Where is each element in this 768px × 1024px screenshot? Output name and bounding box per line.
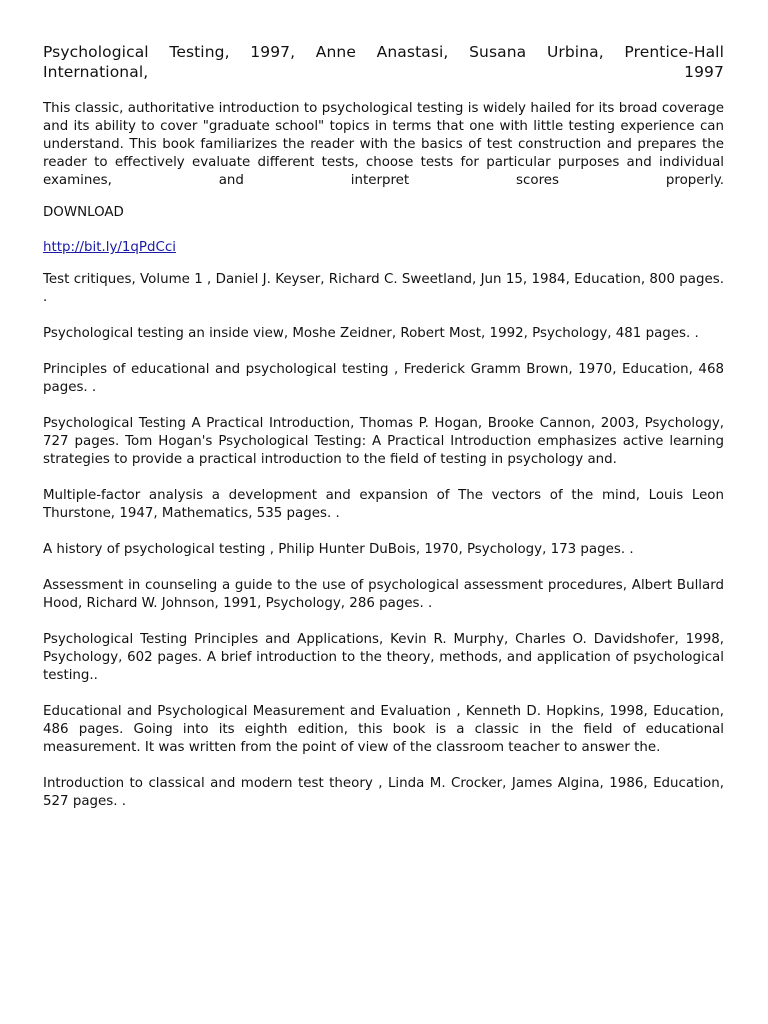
related-entry-3: Principles of educational and psychological testing , Frederick Gramm Brown, 1970, Education, 468 pages. . bbox=[43, 362, 724, 395]
related-entry-1: Test critiques, Volume 1 , Daniel J. Keyser, Richard C. Sweetland, Jun 15, 1984, Education, 800 pages. . bbox=[43, 272, 724, 305]
download-label: DOWNLOAD bbox=[43, 205, 124, 220]
related-entry-4: Psychological Testing A Practical Introduction, Thomas P. Hogan, Brooke Cannon, 2003, Psychology, 727 pages. Tom Hogan's Psychological Testing: A Practical Introduction emphasizes active learning strategies to provide a practical introduction to the field of testing in psychology and. bbox=[43, 416, 724, 467]
related-entry-2: Psychological testing an inside view, Moshe Zeidner, Robert Most, 1992, Psychology, 481 pages. . bbox=[43, 326, 699, 341]
related-entry-10: Introduction to classical and modern test theory , Linda M. Crocker, James Algina, 1986, Education, 527 pages. . bbox=[43, 776, 724, 809]
book-description: This classic, authoritative introduction to psychological testing is widely hailed for its broad coverage and its ability to cover "graduate school" topics in terms that one with little testing experience can understand. This book familiarizes the reader with the basics of test construction and prepares the reader to effectively evaluate different tests, choose tests for particular purposes and individual examines, and interpret scores properly. bbox=[43, 101, 724, 188]
related-entry-5: Multiple-factor analysis a development and expansion of The vectors of the mind, Louis Leon Thurstone, 1947, Mathematics, 535 pages. . bbox=[43, 488, 724, 521]
related-entry-7: Assessment in counseling a guide to the use of psychological assessment procedures, Albert Bullard Hood, Richard W. Johnson, 1991, Psychology, 286 pages. . bbox=[43, 578, 724, 611]
related-entry-8: Psychological Testing Principles and Applications, Kevin R. Murphy, Charles O. Davidshofer, 1998, Psychology, 602 pages. A brief introduction to the theory, methods, and application of psychological testing.. bbox=[43, 632, 724, 683]
related-entry-9: Educational and Psychological Measurement and Evaluation , Kenneth D. Hopkins, 1998, Education, 486 pages. Going into its eighth edition, this book is a classic in the field of educational measurement. It was written from the point of view of the classroom teacher to answer the. bbox=[43, 704, 724, 755]
book-title: Psychological Testing, 1997, Anne Anastasi, Susana Urbina, Prentice-Hall International, 1997 bbox=[43, 43, 724, 81]
download-link[interactable]: http://bit.ly/1qPdCci bbox=[43, 240, 176, 255]
document-page bbox=[43, 42, 724, 829]
related-entry-6: A history of psychological testing , Philip Hunter DuBois, 1970, Psychology, 173 pages. . bbox=[43, 542, 634, 557]
